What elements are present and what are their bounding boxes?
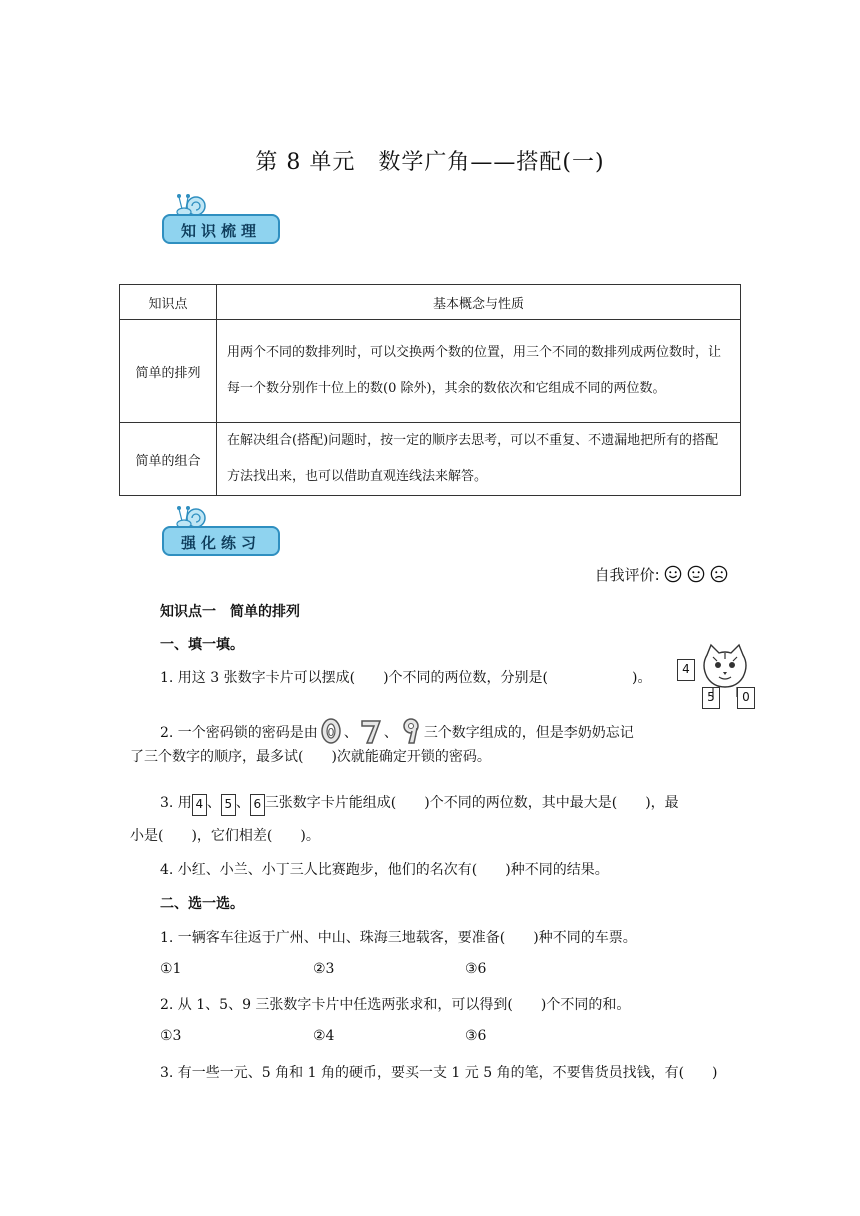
q3-suffix: 三张数字卡片能组成( )个不同的两位数，其中最大是( )，最 <box>264 795 679 811</box>
sad-face-icon[interactable] <box>710 565 728 583</box>
digit-7-icon <box>358 715 384 745</box>
choice-question-1: 1. 一辆客车往返于广州、中山、珠海三地载客，要准备( )种不同的车票。 <box>160 930 637 946</box>
knowledge-summary-badge <box>162 200 286 244</box>
digit-9-icon <box>398 715 424 745</box>
choice-option[interactable]: ①1 <box>160 961 182 977</box>
part-heading: 二、选一选。 <box>160 896 244 912</box>
digit-0-icon <box>318 715 344 745</box>
table-row <box>120 423 741 496</box>
question-2-line-2: 了三个数字的顺序，最多试( )次就能确定开锁的密码。 <box>130 749 491 765</box>
q3-prefix: 3. 用 <box>160 795 192 811</box>
choice-question-2: 2. 从 1、5、9 三张数字卡片中任选两张求和，可以得到( )个不同的和。 <box>160 997 631 1013</box>
table-topic-cell: 简单的组合 <box>120 423 217 496</box>
digit-card: 4 <box>192 794 207 816</box>
badge-label: 强化练习 <box>180 534 261 552</box>
smile-face-icon[interactable] <box>664 565 682 583</box>
table-row <box>120 320 741 423</box>
question-3-line-1: 3. 用 4 、 5 、 6 三张数字卡片能组成( )个不同的两位数，其中最大是( )，最 <box>160 792 679 816</box>
question-1: 1. 用这 3 张数字卡片可以摆成( )个不同的两位数，分别是( )。 <box>160 670 652 686</box>
table-text-cell: 在解决组合(搭配)问题时，按一定的顺序去思考，可以不重复、不遗漏地把所有的搭配方法找出来，也可以借助直观连线法来解答。 <box>217 423 741 496</box>
self-eval-label: 自我评价: <box>594 566 660 584</box>
digit-card: 5 <box>702 687 720 709</box>
part-heading: 一、填一填。 <box>160 637 244 653</box>
choice-question-3: 3. 有一些一元、5 角和 1 角的硬币，要买一支 1 元 5 角的笔，不要售货员找钱，有( ) <box>160 1065 718 1081</box>
question-2-line-1: 2. 一个密码锁的密码是由 0 、 、 三个数字组成的，但是李奶奶忘记 <box>160 715 634 745</box>
question-4: 4. 小红、小兰、小丁三人比赛跑步，他们的名次有( )种不同的结果。 <box>160 862 609 878</box>
table-text-cell: 用两个不同的数排列时，可以交换两个数的位置，用三个不同的数排列成两位数时，让每一个数分别作十位上的数(0 除外)，其余的数依次和它组成不同的两位数。 <box>217 320 741 423</box>
cat-with-cards-illustration <box>677 643 757 709</box>
digit-0-text: 0 <box>327 726 335 739</box>
digit-card: 6 <box>250 794 265 816</box>
q2-suffix: 三个数字组成的，但是李奶奶忘记 <box>423 725 634 741</box>
table-header-cell: 知识点 <box>120 285 217 320</box>
digit-card: 4 <box>677 659 695 681</box>
choice-option[interactable]: ①3 <box>160 1028 182 1044</box>
section-heading: 知识点一 简单的排列 <box>160 604 300 620</box>
knowledge-table <box>119 284 741 496</box>
practice-badge <box>162 512 286 556</box>
table-topic-cell: 简单的排列 <box>120 320 217 423</box>
table-header-cell: 基本概念与性质 <box>217 285 741 320</box>
q2-prefix: 2. 一个密码锁的密码是由 <box>160 725 318 741</box>
page-title: 第 8 单元 数学广角——搭配(一) <box>255 150 605 175</box>
badge-label: 知识梳理 <box>180 222 261 240</box>
digit-card: 0 <box>737 687 755 709</box>
question-3-line-2: 小是( )，它们相差( )。 <box>130 828 320 844</box>
self-evaluation <box>595 564 728 585</box>
choice-option[interactable]: ②4 <box>313 1028 335 1044</box>
digit-card: 5 <box>221 794 236 816</box>
choice-option[interactable]: ③6 <box>465 961 487 977</box>
choice-option[interactable]: ③6 <box>465 1028 487 1044</box>
choice-option[interactable]: ②3 <box>313 961 335 977</box>
table-header-row <box>120 285 741 320</box>
neutral-face-icon[interactable] <box>687 565 705 583</box>
